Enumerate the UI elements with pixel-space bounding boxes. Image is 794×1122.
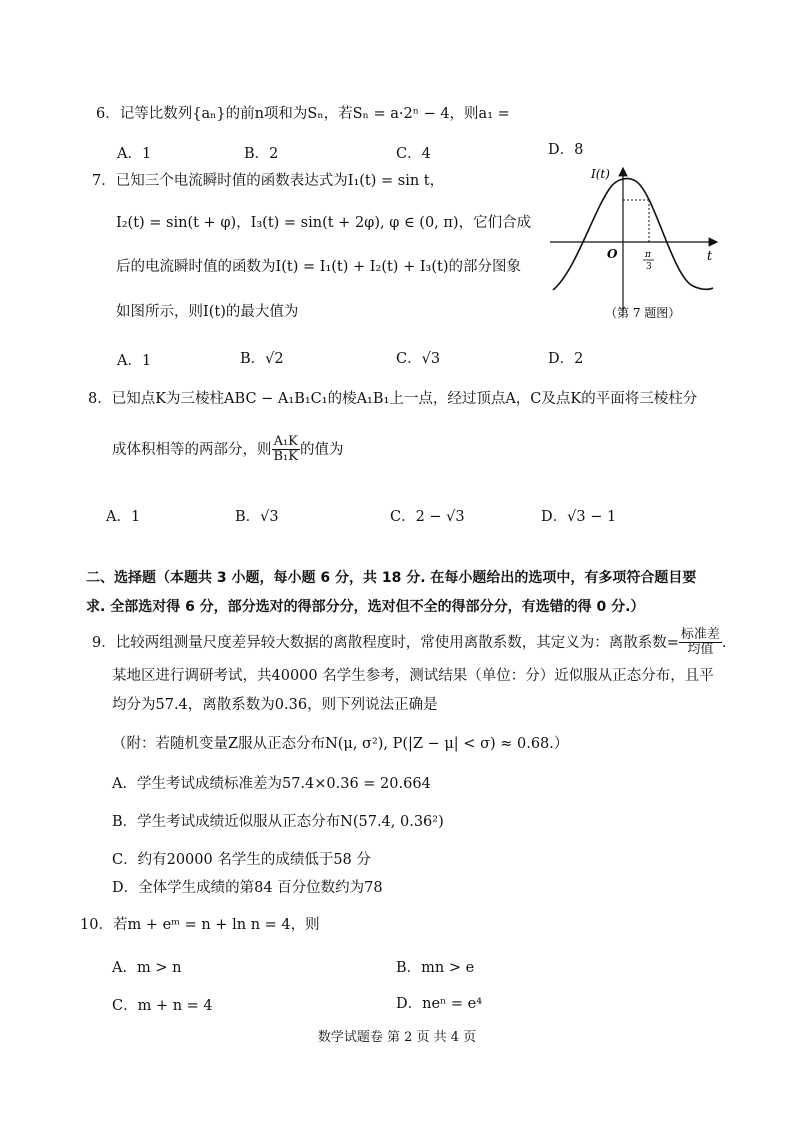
q9-line1 [92,628,727,658]
q7-line2: I₂(t) = sin(t + φ)，I₃(t) = sin(t + 2φ), φ ∈ (0, π)，它们合成 [116,215,532,231]
q8-option-d: D．√3 − 1 [541,509,617,525]
tick-label-numerator: π [645,250,651,260]
q7-option-c: C．√3 [396,351,441,367]
q9-fraction-denominator: 均值 [687,642,714,658]
q9-option-b: B．学生考试成绩近似服从正态分布N(57.4, 0.36²) [112,814,444,830]
q8-fraction-numerator: A₁K [272,435,300,450]
q6-option-d: D．8 [548,142,584,158]
q10-option-b: B．mn > e [396,960,475,976]
q9-fraction [679,628,722,658]
q8-line2-pre: 成体积相等的两部分，则 [112,441,272,458]
current-curve [553,179,713,290]
q8-line2 [112,435,343,465]
q7-line4: 如图所示，则I(t)的最大值为 [116,304,299,320]
q9-line1-text: 9．比较两组测量尺度差异较大数据的离散程度时，常使用离散系数，其定义为：离散系数= [92,634,679,651]
q10-option-a: A．m > n [112,960,182,976]
section2-line1: 二、选择题（本题共 3 小题，每小题 6 分，共 18 分. 在每小题给出的选项中，有多项符合题目要 [86,570,697,586]
q8-line1: 8．已知点K为三棱柱ABC − A₁B₁C₁的棱A₁B₁上一点，经过顶点A，C及点K的平面将三棱柱分 [88,391,698,407]
q6-option-c: C．4 [396,146,431,162]
tick-label-denominator: 3 [646,262,652,272]
q8-option-b: B．√3 [235,509,279,525]
origin-label: O [607,247,618,261]
q8-option-a: A．1 [106,509,141,525]
q10-option-c: C．m + n = 4 [112,998,213,1014]
q9-option-d: D．全体学生成绩的第84 百分位数约为78 [112,880,383,896]
q8-fraction-denominator: B₁K [273,449,298,465]
q7-line3: 后的电流瞬时值的函数为I(t) = I₁(t) + I₂(t) + I₃(t)的部分图象 [116,259,522,275]
q8-option-c: C．2 − √3 [390,509,465,525]
q7-figure [545,162,725,322]
q7-option-a: A．1 [117,353,152,369]
q9-line3: 均分为57.4，离散系数为0.36，则下列说法正确是 [112,697,438,713]
q9-line1-end: . [721,634,727,651]
x-axis-label: t [707,249,713,264]
q9-line2: 某地区进行调研考试，共40000 名学生参考，测试结果（单位：分）近似服从正态分布，且平 [112,668,714,684]
q9-option-c: C．约有20000 名学生的成绩低于58 分 [112,852,371,868]
q8-fraction [272,435,300,465]
page-footer: 数学试题卷 第 2 页 共 4 页 [317,1030,477,1045]
q8-line2-post: 的值为 [299,441,344,458]
section2-line2: 求. 全部选对得 6 分，部分选对的得部分分，选对但不全的得部分分，有选错的得 0 分.） [86,599,645,615]
q9-option-a: A．学生考试成绩标准差为57.4×0.36 = 20.664 [112,776,431,792]
q9-note: （附：若随机变量Z服从正态分布N(μ, σ²), P(|Z − μ| < σ) ≈ 0.68.） [112,736,569,752]
q7-option-b: B．√2 [240,351,284,367]
q7-option-d: D．2 [548,351,584,367]
q6-option-a: A．1 [117,146,152,162]
figure-caption: （第 7 题图） [605,306,681,320]
q7-line1: 7．已知三个电流瞬时值的函数表达式为I₁(t) = sin t， [92,173,445,189]
q6-stem: 6．记等比数列{aₙ}的前n项和为Sₙ，若Sₙ = a·2ⁿ − 4，则a₁ = [96,106,510,122]
y-axis-label: I(t) [591,167,610,181]
q10-option-d: D．neⁿ = e⁴ [396,996,483,1012]
q6-option-b: B．2 [244,146,279,162]
q10-stem: 10．若m + eᵐ = n + ln n = 4，则 [80,917,320,933]
q9-fraction-numerator: 标准差 [680,627,720,642]
